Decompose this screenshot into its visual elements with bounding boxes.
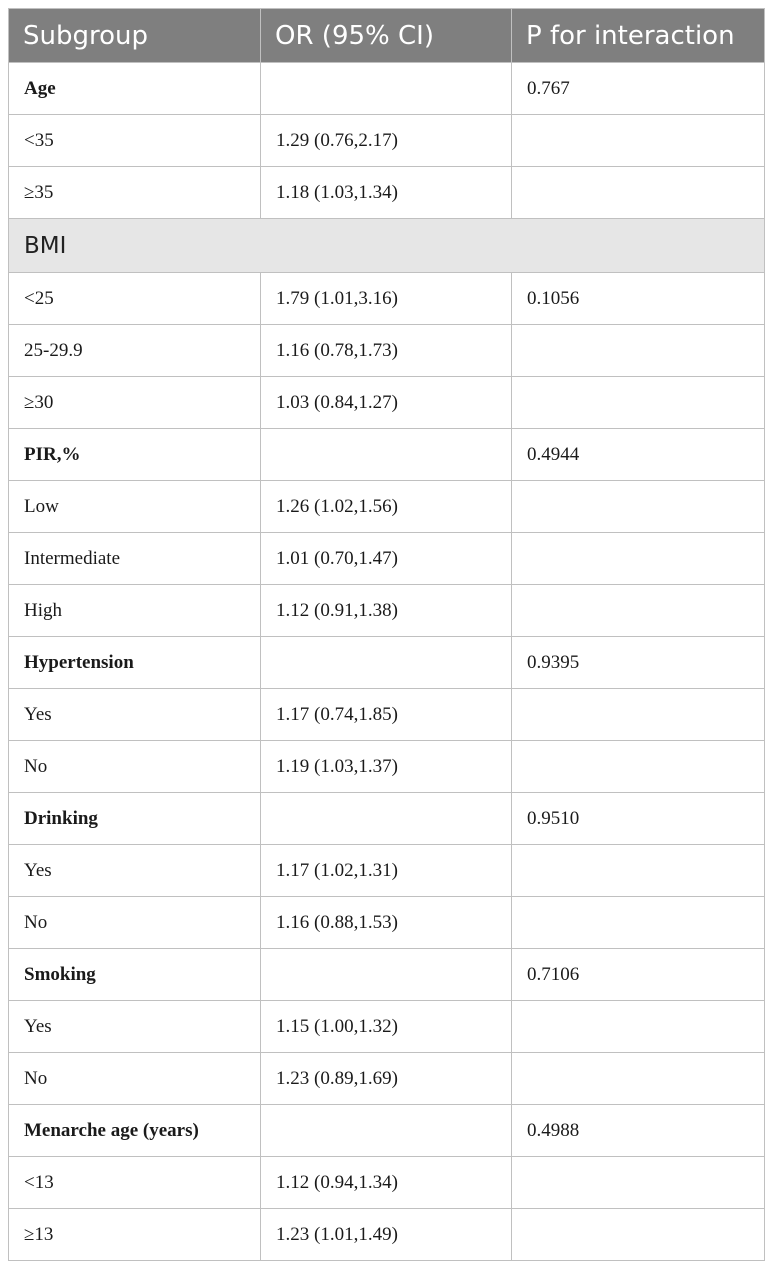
- or-ci-cell: [261, 637, 512, 689]
- subgroup-cell: <13: [9, 1157, 261, 1209]
- header-p-interaction: P for interaction: [512, 9, 765, 63]
- subgroup-cell: No: [9, 1053, 261, 1105]
- p-interaction-cell: [512, 325, 765, 377]
- subgroup-cell: <25: [9, 273, 261, 325]
- or-ci-cell: [261, 1105, 512, 1157]
- or-ci-cell: 1.12 (0.91,1.38): [261, 585, 512, 637]
- subgroup-cell: <35: [9, 115, 261, 167]
- or-ci-cell: 1.26 (1.02,1.56): [261, 481, 512, 533]
- group-label: BMI: [9, 219, 765, 273]
- table-row: [9, 273, 765, 325]
- p-interaction-cell: 0.4944: [512, 429, 765, 481]
- p-interaction-cell: [512, 481, 765, 533]
- or-ci-cell: 1.03 (0.84,1.27): [261, 377, 512, 429]
- table-row: [9, 845, 765, 897]
- or-ci-cell: 1.29 (0.76,2.17): [261, 115, 512, 167]
- table-row: [9, 689, 765, 741]
- or-ci-cell: 1.01 (0.70,1.47): [261, 533, 512, 585]
- table-body: [9, 63, 765, 1261]
- p-interaction-cell: [512, 1209, 765, 1261]
- p-interaction-cell: [512, 1053, 765, 1105]
- or-ci-cell: 1.18 (1.03,1.34): [261, 167, 512, 219]
- or-ci-cell: [261, 793, 512, 845]
- subgroup-cell: High: [9, 585, 261, 637]
- p-interaction-cell: 0.9395: [512, 637, 765, 689]
- or-ci-cell: 1.16 (0.78,1.73): [261, 325, 512, 377]
- group-row: [9, 1105, 765, 1157]
- subgroup-cell: Yes: [9, 845, 261, 897]
- or-ci-cell: 1.23 (1.01,1.49): [261, 1209, 512, 1261]
- or-ci-cell: [261, 429, 512, 481]
- table-row: [9, 897, 765, 949]
- p-interaction-cell: [512, 897, 765, 949]
- p-interaction-cell: [512, 115, 765, 167]
- or-ci-cell: 1.17 (1.02,1.31): [261, 845, 512, 897]
- header-subgroup: Subgroup: [9, 9, 261, 63]
- table-row: [9, 533, 765, 585]
- p-interaction-cell: 0.7106: [512, 949, 765, 1001]
- table-row: [9, 115, 765, 167]
- subgroup-table: [8, 8, 765, 1261]
- header-row: [9, 9, 765, 63]
- group-row: [9, 637, 765, 689]
- group-row: [9, 219, 765, 273]
- group-label: Age: [9, 63, 261, 115]
- p-interaction-cell: 0.9510: [512, 793, 765, 845]
- group-row: [9, 63, 765, 115]
- header-or-ci: OR (95% CI): [261, 9, 512, 63]
- table-row: [9, 1053, 765, 1105]
- p-interaction-cell: [512, 377, 765, 429]
- subgroup-cell: ≥35: [9, 167, 261, 219]
- subgroup-table-container: [8, 8, 764, 1261]
- subgroup-cell: ≥13: [9, 1209, 261, 1261]
- table-row: [9, 1209, 765, 1261]
- table-row: [9, 325, 765, 377]
- group-label: Menarche age (years): [9, 1105, 261, 1157]
- p-interaction-cell: [512, 585, 765, 637]
- p-interaction-cell: [512, 741, 765, 793]
- group-row: [9, 949, 765, 1001]
- group-row: [9, 429, 765, 481]
- or-ci-cell: 1.79 (1.01,3.16): [261, 273, 512, 325]
- table-header: [9, 9, 765, 63]
- table-row: [9, 585, 765, 637]
- group-row: [9, 793, 765, 845]
- table-row: [9, 741, 765, 793]
- p-interaction-cell: [512, 845, 765, 897]
- or-ci-cell: 1.19 (1.03,1.37): [261, 741, 512, 793]
- table-row: [9, 167, 765, 219]
- group-label: PIR,%: [9, 429, 261, 481]
- subgroup-cell: Yes: [9, 689, 261, 741]
- table-row: [9, 1157, 765, 1209]
- or-ci-cell: 1.12 (0.94,1.34): [261, 1157, 512, 1209]
- subgroup-cell: No: [9, 897, 261, 949]
- or-ci-cell: 1.15 (1.00,1.32): [261, 1001, 512, 1053]
- or-ci-cell: [261, 63, 512, 115]
- p-interaction-cell: [512, 1001, 765, 1053]
- p-interaction-cell: 0.4988: [512, 1105, 765, 1157]
- table-row: [9, 481, 765, 533]
- p-interaction-cell: 0.1056: [512, 273, 765, 325]
- subgroup-cell: 25-29.9: [9, 325, 261, 377]
- p-interaction-cell: [512, 167, 765, 219]
- subgroup-cell: No: [9, 741, 261, 793]
- or-ci-cell: 1.16 (0.88,1.53): [261, 897, 512, 949]
- p-interaction-cell: [512, 1157, 765, 1209]
- subgroup-cell: Low: [9, 481, 261, 533]
- p-interaction-cell: 0.767: [512, 63, 765, 115]
- or-ci-cell: 1.23 (0.89,1.69): [261, 1053, 512, 1105]
- or-ci-cell: [261, 949, 512, 1001]
- subgroup-cell: ≥30: [9, 377, 261, 429]
- group-label: Drinking: [9, 793, 261, 845]
- table-row: [9, 1001, 765, 1053]
- subgroup-cell: Yes: [9, 1001, 261, 1053]
- subgroup-cell: Intermediate: [9, 533, 261, 585]
- or-ci-cell: 1.17 (0.74,1.85): [261, 689, 512, 741]
- group-label: Smoking: [9, 949, 261, 1001]
- p-interaction-cell: [512, 533, 765, 585]
- table-row: [9, 377, 765, 429]
- p-interaction-cell: [512, 689, 765, 741]
- group-label: Hypertension: [9, 637, 261, 689]
